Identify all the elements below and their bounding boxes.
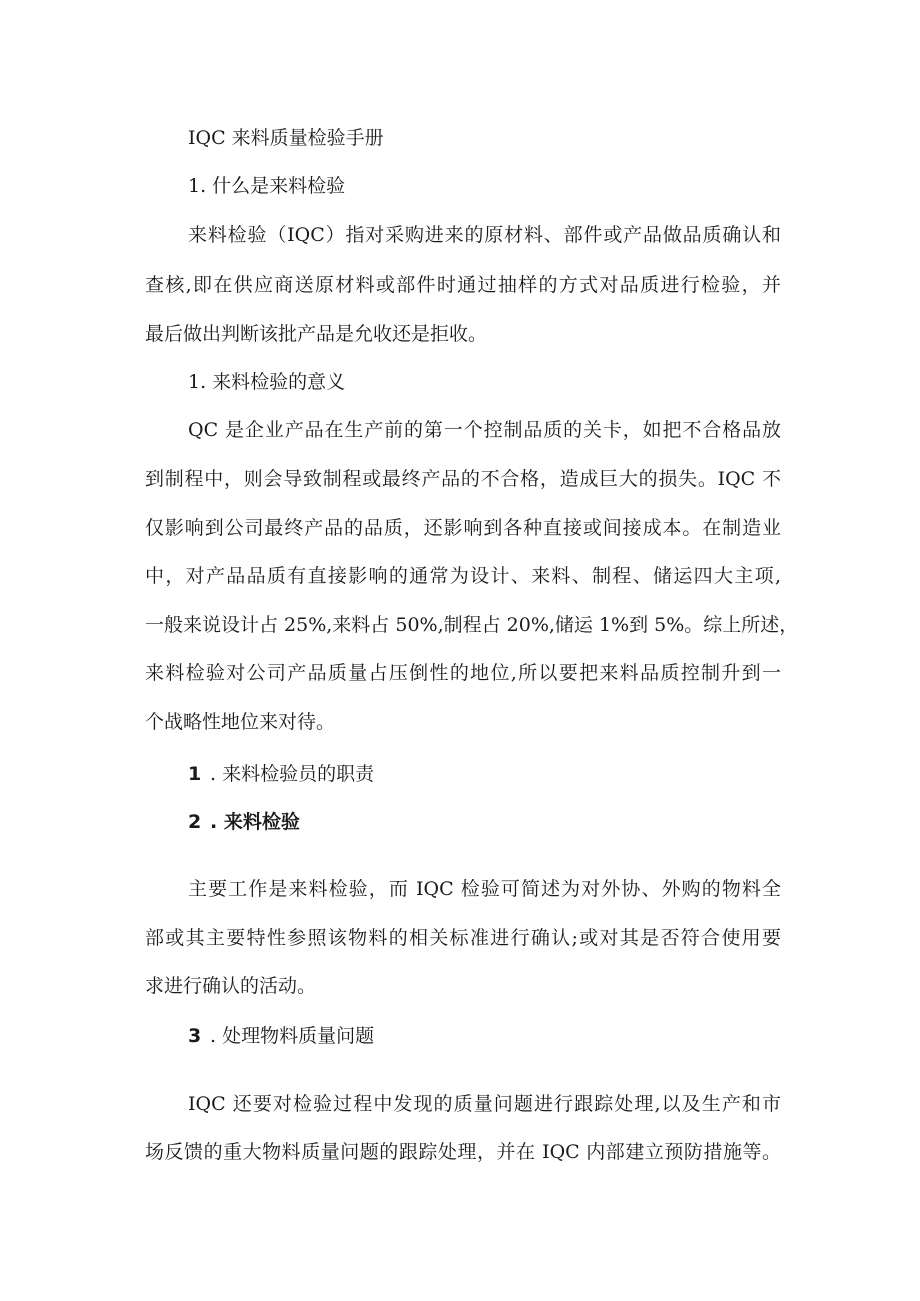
list-item-incoming-inspection xyxy=(188,810,300,834)
paragraph-line: 仅影响到公司最终产品的品质，还影响到各种直接或间接成本。在制造业 xyxy=(145,517,781,539)
paragraph-line: 一般来说设计占 25%,来料占 50%,制程占 20%,储运 1%到 5%。综上所述， xyxy=(145,614,799,636)
paragraph-line: QC 是企业产品在生产前的第一个控制品质的关卡，如把不合格品放 xyxy=(188,419,781,441)
list-item-label: . 来料检验员的职责 xyxy=(210,763,375,785)
list-item-label: . 来料检验 xyxy=(210,811,300,833)
paragraph-line: 求进行确认的活动。 xyxy=(145,975,317,997)
paragraph-line: 来料检验（IQC）指对采购进来的原材料、部件或产品做品质确认和 xyxy=(188,224,781,246)
paragraph-line: 到制程中，则会导致制程或最终产品的不合格，造成巨大的损失。IQC 不 xyxy=(145,468,781,490)
paragraph-line: 部或其主要特性参照该物料的相关标准进行确认;或对其是否符合使用要 xyxy=(145,927,781,949)
list-item-quality-issues xyxy=(188,1024,374,1048)
paragraph-line: 来料检验对公司产品质量占压倒性的地位,所以要把来料品质控制升到一 xyxy=(145,662,781,684)
paragraph-line: IQC 还要对检验过程中发现的质量问题进行跟踪处理,以及生产和市 xyxy=(188,1093,781,1115)
paragraph-line: 场反馈的重大物料质量问题的跟踪处理，并在 IQC 内部建立预防措施等。 xyxy=(145,1141,781,1163)
paragraph-line: 个战略性地位来对待。 xyxy=(145,711,336,733)
list-item-label: . 处理物料质量问题 xyxy=(210,1025,375,1047)
list-item-number: 2 xyxy=(188,811,202,833)
paragraph-line: 中，对产品品质有直接影响的通常为设计、来料、制程、储运四大主项, xyxy=(145,565,781,587)
paragraph-line: 主要工作是来料检验，而 IQC 检验可简述为对外协、外购的物料全 xyxy=(188,878,781,900)
list-item-inspector-duties xyxy=(188,762,374,786)
list-item-number: 3 xyxy=(188,1025,202,1047)
section-heading-what-is-iqc: 1. 什么是来料检验 xyxy=(188,175,346,197)
paragraph-line: 最后做出判断该批产品是允收还是拒收。 xyxy=(145,323,488,345)
section-heading-significance: 1. 来料检验的意义 xyxy=(188,371,346,393)
list-item-number: 1 xyxy=(188,763,202,785)
document-title: IQC 来料质量检验手册 xyxy=(188,127,384,149)
paragraph-line: 查核,即在供应商送原材料或部件时通过抽样的方式对品质进行检验，并 xyxy=(145,274,781,296)
